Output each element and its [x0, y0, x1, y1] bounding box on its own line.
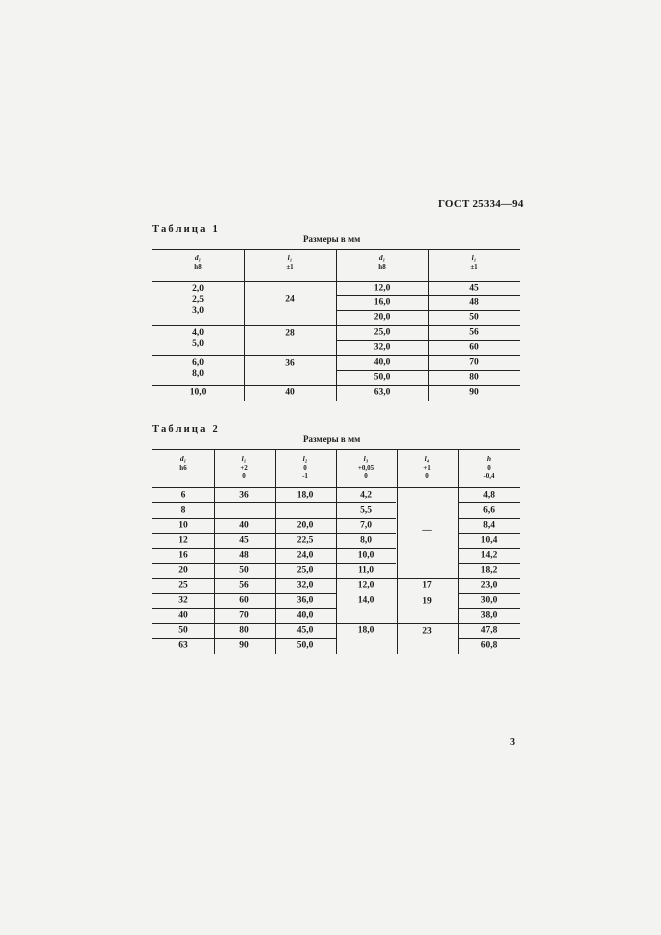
t2-d1-cell: 32: [178, 595, 188, 606]
t2-l3-cell: 10,0: [357, 550, 375, 561]
t2-l1-cell: 60: [239, 595, 249, 606]
t2-l1-cell: 90: [239, 640, 249, 651]
t2-l2-cell: 25,0: [296, 565, 314, 576]
t1-d1b-cell: 40,0: [373, 357, 391, 368]
t1-l1-cell: 40: [285, 387, 295, 398]
t2-l2-cell: 36,0: [296, 595, 314, 606]
t2-l2-cell: 40,0: [296, 610, 314, 621]
t1-d1-cell: 10,0: [189, 387, 207, 398]
page-number: 3: [510, 737, 515, 748]
t2-l2-cell: 24,0: [296, 550, 314, 561]
t2-d1-cell: 50: [178, 625, 188, 636]
t1-d1-cell: 4,0 5,0: [192, 328, 204, 349]
t1-d1b-cell: 25,0: [373, 327, 391, 338]
t1-header-d1b: d₁ h8: [378, 253, 386, 271]
t2-h-cell: 10,4: [480, 535, 498, 546]
t2-h-cell: 60,8: [480, 640, 498, 651]
t2-h-cell: 30,0: [480, 595, 498, 606]
table1-label: Таблица 1: [152, 224, 220, 235]
table1-units: Размеры в мм: [303, 234, 361, 244]
t1-l1-cell: 36: [285, 358, 295, 369]
t2-h-cell: 14,2: [480, 550, 498, 561]
t2-h-cell: 8,4: [483, 520, 495, 531]
t2-header-d1: d₁ h6: [179, 454, 187, 472]
t2-l1-cell: 48: [239, 550, 249, 561]
t2-l2-cell: 20,0: [296, 520, 314, 531]
t2-l1-cell: 40: [239, 520, 249, 531]
t1-l1b-cell: 45: [469, 283, 479, 294]
t1-l1-cell: 24: [285, 294, 295, 305]
t1-d1b-cell: 50,0: [373, 372, 391, 383]
t2-l1-cell: 56: [239, 580, 249, 591]
t1-d1b-cell: 32,0: [373, 342, 391, 353]
t2-l3-cell: 4,2: [360, 490, 372, 501]
t1-d1-cell: 2,0 2,5 3,0: [192, 284, 204, 316]
t2-l4-cell: —: [422, 525, 432, 536]
t2-l1-cell: 45: [239, 535, 249, 546]
t2-l2-cell: 50,0: [296, 640, 314, 651]
t2-d1-cell: 6: [180, 490, 186, 501]
t2-d1-cell: 8: [180, 505, 186, 516]
t2-l2-cell: 18,0: [296, 490, 314, 501]
t1-d1b-cell: 12,0: [373, 283, 391, 294]
t1-header-l1: l₁ ±1: [286, 253, 294, 271]
t1-l1b-cell: 90: [469, 387, 479, 398]
t2-h-cell: 6,6: [483, 505, 495, 516]
t1-d1b-cell: 16,0: [373, 297, 391, 308]
t2-d1-cell: 25: [178, 580, 188, 591]
t1-l1b-cell: 60: [469, 342, 479, 353]
t1-d1b-cell: 20,0: [373, 312, 391, 323]
t2-l2-cell: 32,0: [296, 580, 314, 591]
t2-header-l3: l₃ +0,05 0: [357, 454, 375, 480]
t2-l4-cell: 23: [422, 626, 432, 637]
t2-d1-cell: 20: [178, 565, 188, 576]
t1-header-d1: d₁ h8: [194, 253, 202, 271]
t2-l3-cell: 7,0: [360, 520, 372, 531]
t1-l1b-cell: 50: [469, 312, 479, 323]
table2-label: Таблица 2: [152, 424, 220, 435]
t2-l3-cell: 5,5: [360, 505, 372, 516]
t2-l3-cell: 8,0: [360, 535, 372, 546]
t1-l1b-cell: 70: [469, 357, 479, 368]
t2-l1-cell: 50: [239, 565, 249, 576]
t2-l1-cell: 70: [239, 610, 249, 621]
t2-l2-cell: 45,0: [296, 625, 314, 636]
standard-number: ГОСТ 25334—94: [438, 198, 524, 210]
t1-l1b-cell: 48: [469, 297, 479, 308]
t2-l4-cell: 19: [422, 596, 432, 607]
t1-d1b-cell: 63,0: [373, 387, 391, 398]
t2-l4-cell: 17: [422, 580, 432, 591]
t2-l3-cell: 18,0: [357, 625, 375, 636]
t2-header-h: h 0 -0,4: [483, 454, 495, 480]
t2-l1-cell: 36: [239, 490, 249, 501]
t2-h-cell: 18,2: [480, 565, 498, 576]
t2-d1-cell: 16: [178, 550, 188, 561]
t2-h-cell: 38,0: [480, 610, 498, 621]
t2-l3-cell: 11,0: [357, 565, 375, 576]
t2-h-cell: 4,8: [483, 490, 495, 501]
t2-h-cell: 47,8: [480, 625, 498, 636]
t2-l2-cell: 22,5: [296, 535, 314, 546]
t1-d1-cell: 6,0 8,0: [192, 358, 204, 379]
t2-d1-cell: 12: [178, 535, 188, 546]
t1-l1b-cell: 80: [469, 372, 479, 383]
t1-l1-cell: 28: [285, 328, 295, 339]
t2-d1-cell: 40: [178, 610, 188, 621]
t2-header-l1: l₁ +2 0: [240, 454, 248, 480]
t2-d1-cell: 63: [178, 640, 188, 651]
t2-h-cell: 23,0: [480, 580, 498, 591]
table2-units: Размеры в мм: [303, 434, 361, 444]
t2-header-l4: l₄ +1 0: [423, 454, 431, 480]
t1-l1b-cell: 56: [469, 327, 479, 338]
t2-l3-cell: 12,0: [357, 580, 375, 591]
t1-header-l1b: l₁ ±1: [470, 253, 478, 271]
t2-l3-cell: 14,0: [357, 595, 375, 606]
t2-l1-cell: 80: [239, 625, 249, 636]
t2-header-l2: l₂ 0 -1: [302, 454, 308, 480]
t2-d1-cell: 10: [178, 520, 188, 531]
